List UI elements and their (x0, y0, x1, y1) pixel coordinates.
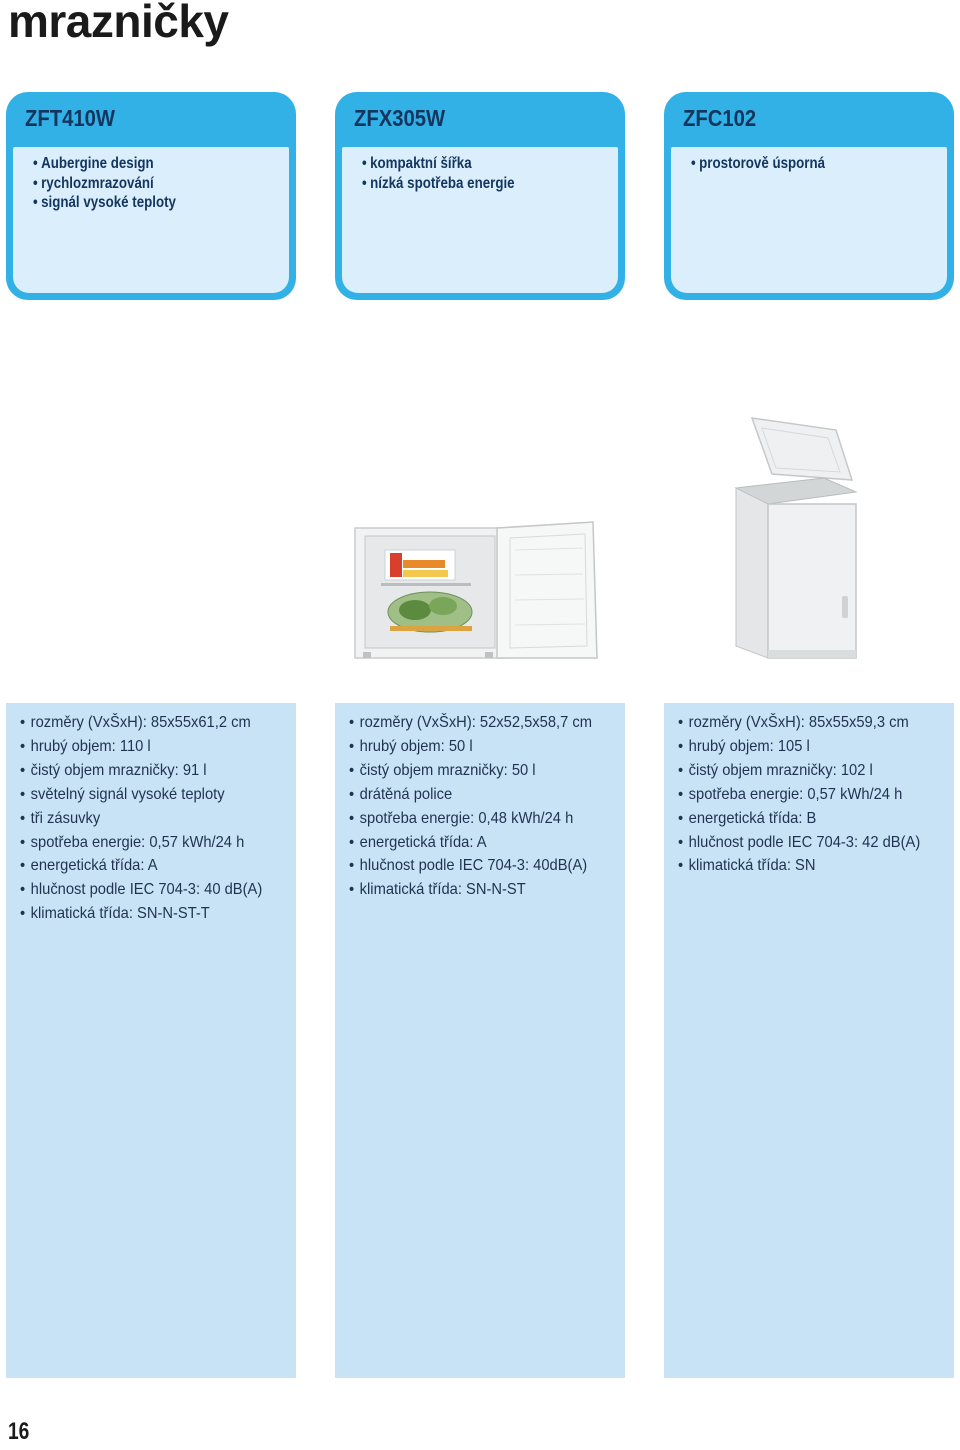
spec-item: • rozměry (VxŠxH): 85x55x59,3 cm (678, 711, 920, 735)
spec-item: • hlučnost podle IEC 704-3: 40 dB(A) (20, 878, 262, 902)
spec-panel-zfc102 (664, 703, 954, 1378)
spec-item: • hlučnost podle IEC 704-3: 40dB(A) (349, 854, 592, 878)
spec-item: • hrubý objem: 105 l (678, 735, 920, 759)
feature-item: • prostorově úsporná (691, 154, 825, 174)
product-card-zft410w (6, 92, 296, 300)
product-photo-zfc102 (664, 400, 954, 665)
chest-freezer-illustration (664, 400, 954, 665)
spec-list (20, 711, 262, 926)
page-number: 16 (8, 1418, 30, 1445)
spec-item: • hrubý objem: 110 l (20, 735, 262, 759)
product-feature-box (342, 147, 618, 293)
product-photo-zfx305w (335, 400, 625, 665)
spec-item: • rozměry (VxŠxH): 85x55x61,2 cm (20, 711, 262, 735)
spec-list (678, 711, 920, 878)
feature-list (33, 154, 176, 213)
spec-item: • tři zásuvky (20, 807, 262, 831)
spec-panel-zft410w (6, 703, 296, 1378)
spec-item: • čistý objem mrazničky: 50 l (349, 759, 592, 783)
spec-item: • klimatická třída: SN-N-ST (349, 878, 592, 902)
product-model: ZFC102 (683, 105, 757, 131)
spec-item: • spotřeba energie: 0,57 kWh/24 h (20, 831, 262, 855)
product-card-zfx305w (335, 92, 625, 300)
spec-item: • energetická třída: A (20, 854, 262, 878)
spec-item: • čistý objem mrazničky: 91 l (20, 759, 262, 783)
spec-item: • hlučnost podle IEC 704-3: 42 dB(A) (678, 831, 920, 855)
feature-list (362, 154, 515, 193)
product-model: ZFX305W (354, 105, 446, 131)
product-model: ZFT410W (25, 105, 115, 131)
feature-item: • kompaktní šířka (362, 154, 515, 174)
spec-item: • spotřeba energie: 0,57 kWh/24 h (678, 783, 920, 807)
feature-item: • rychlozmrazování (33, 174, 176, 194)
spec-item: • drátěná police (349, 783, 592, 807)
feature-item: • signál vysoké teploty (33, 193, 176, 213)
spec-item: • světelný signál vysoké teploty (20, 783, 262, 807)
spec-item: • čistý objem mrazničky: 102 l (678, 759, 920, 783)
spec-item: • rozměry (VxŠxH): 52x52,5x58,7 cm (349, 711, 592, 735)
page-title: mrazničky (8, 0, 229, 47)
spec-item: • spotřeba energie: 0,48 kWh/24 h (349, 807, 592, 831)
spec-item: • klimatická třída: SN-N-ST-T (20, 902, 262, 926)
mini-freezer-illustration (335, 400, 625, 665)
spec-item: • hrubý objem: 50 l (349, 735, 592, 759)
product-card-zfc102 (664, 92, 954, 300)
feature-item: • Aubergine design (33, 154, 176, 174)
feature-item: • nízká spotřeba energie (362, 174, 515, 194)
spec-item: • energetická třída: B (678, 807, 920, 831)
spec-panel-zfx305w (335, 703, 625, 1378)
feature-list (691, 154, 825, 174)
spec-item: • klimatická třída: SN (678, 854, 920, 878)
spec-item: • energetická třída: A (349, 831, 592, 855)
product-feature-box (13, 147, 289, 293)
spec-list (349, 711, 592, 902)
product-feature-box (671, 147, 947, 293)
